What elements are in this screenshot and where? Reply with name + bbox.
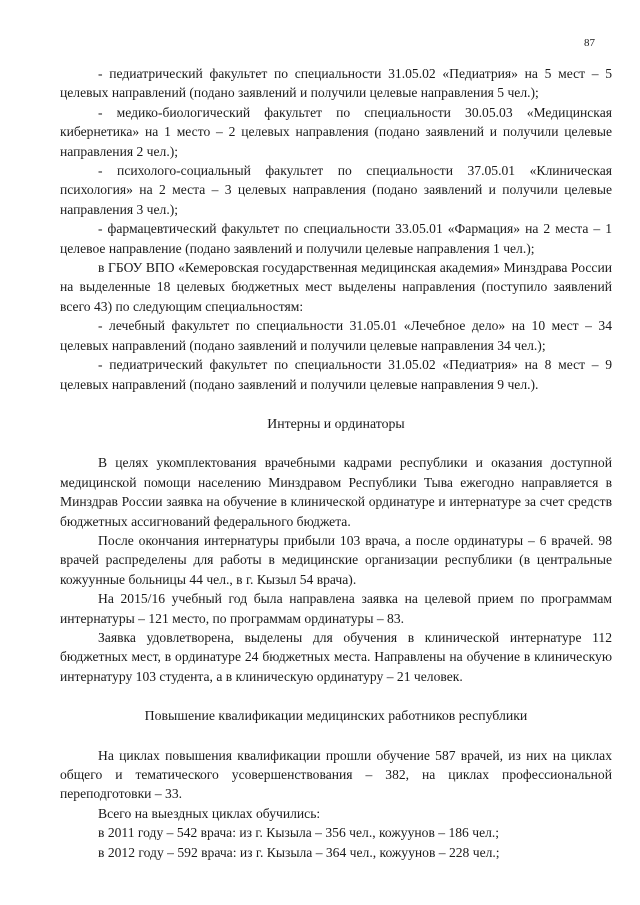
paragraph: - лечебный факультет по специальности 31.05.01 «Лечебное дело» на 10 мест – 34 целевых направлений (подано заявлений и получили целевые направления 34 чел.);	[60, 318, 612, 353]
paragraph: в 2011 году – 542 врача: из г. Кызыла – 356 чел., кожуунов – 186 чел.;	[98, 825, 500, 841]
paragraph: - педиатрический факультет по специальности 31.05.02 «Педиатрия» на 8 мест – 9 целевых направлений (подано заявлений и получили целевые направления 9 чел.).	[60, 357, 612, 392]
paragraph: На циклах повышения квалификации прошли обучение 587 врачей, из них на циклах общего и тематического усовершенствования – 382, на циклах профессиональной переподготовки – 33.	[60, 747, 612, 802]
paragraph: в ГБОУ ВПО «Кемеровская государственная медицинская академия» Минздрава России на выделенные 18 целевых бюджетных мест выделены направления (поступило заявлений всего 43) по следующим специальностям:	[60, 260, 612, 314]
paragraph: Заявка удовлетворена, выделены для обучения в клинической интернатуре 112 бюджетных мест, в ординатуре 24 бюджетных места. Направлены на обучение в клиническую интернатуру 103 студента, а в клиническую ординатуру – 21 человек.	[60, 629, 612, 684]
paragraph: - психолого-социальный факультет по специальности 37.05.01 «Клиническая психология» на 2 места – 3 целевых направления (подано заявлений и получили целевые направления 3 чел.);	[60, 163, 612, 217]
document-body	[60, 64, 612, 862]
page-number: 87	[584, 37, 595, 49]
section-heading-interns: Интерны и ординаторы	[267, 415, 405, 431]
section-heading-qualification: Повышение квалификации медицинских работников республики	[144, 708, 528, 724]
paragraph: - медико-биологический факультет по специальности 30.05.03 «Медицинская кибернетика» на 1 место – 2 целевых направления (подано заявлений и получили целевые направления 2 чел.);	[60, 104, 612, 159]
paragraph: - педиатрический факультет по специальности 31.05.02 «Педиатрия» на 5 мест – 5 целевых направлений (подано заявлений и получили целевые направления 5 чел.);	[60, 66, 612, 101]
paragraph: В целях укомплектования врачебными кадрами республики и оказания доступной медицинской помощи населению Минздравом Республики Тыва ежегодно направляется в Минздрав России заявка на обучение в клинической ординатуре и интернатуре за счет средств бюджетных ассигнований федерального бюджета.	[60, 455, 612, 529]
paragraph: Всего на выездных циклах обучились:	[98, 805, 321, 821]
paragraph: На 2015/16 учебный год была направлена заявка на целевой прием по программам интернатуры – 121 место, по программам ординатуры – 83.	[60, 591, 612, 626]
paragraph: После окончания интернатуры прибыли 103 врача, а после ординатуры – 6 врачей. 98 врачей распределены для работы в медицинские организации республики (в центральные кожуунные больницы 44 чел., в г. Кызыл 54 врача).	[60, 532, 612, 587]
paragraph: - фармацевтический факультет по специальности 33.05.01 «Фармация» на 2 места – 1 целевое направление (подано заявлений и получили целевые направления 1 чел.);	[60, 221, 612, 256]
paragraph: в 2012 году – 592 врача: из г. Кызыла – 364 чел., кожуунов – 228 чел.;	[98, 844, 500, 860]
